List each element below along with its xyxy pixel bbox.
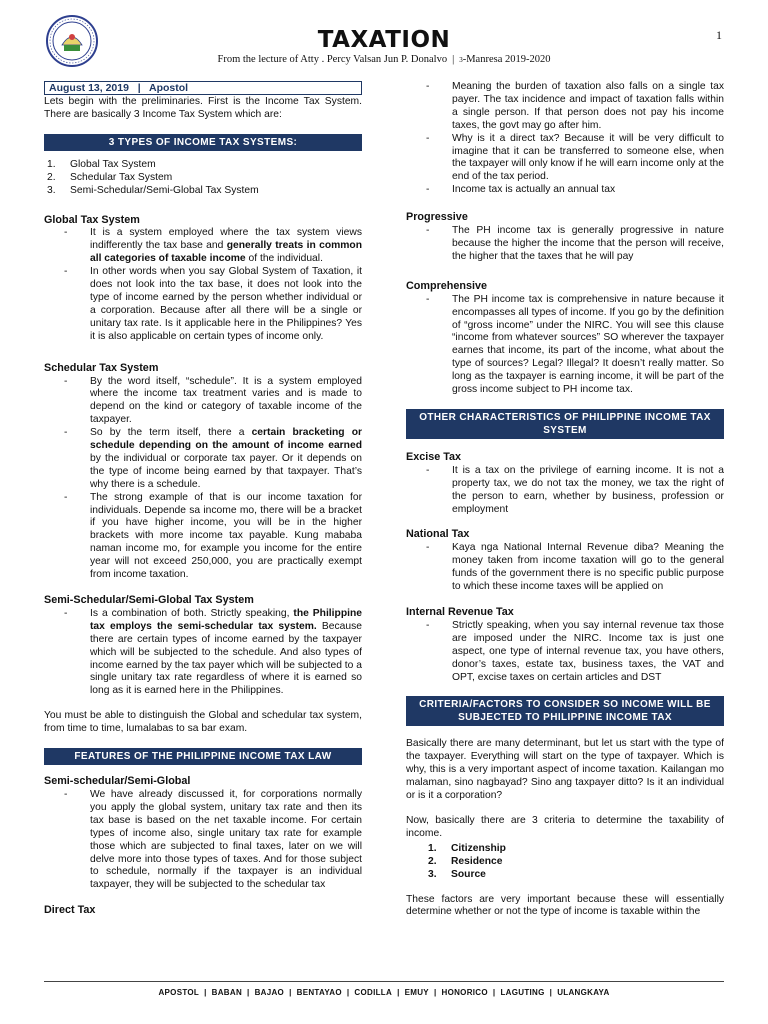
heading-internal-revenue: Internal Revenue Tax [406,606,514,618]
subtitle-divider: | [452,54,455,65]
section-banner-features: FEATURES OF THE PHILIPPINE INCOME TAX LAW [44,748,362,765]
list-item: - By the word itself, “schedule”. It is a system employed where the income tax treatment varies and is made to depend on the kind or category of taxable income of the taxpayer. [44,376,362,428]
criteria-paragraph-2: Now, basically there are 3 criteria to determine the taxability of income. [406,814,724,839]
list-item: 3. Source [428,868,486,880]
right-column [406,81,724,931]
distinguish-paragraph: You must be able to distinguish the Global and schedular tax system, from time to time, lumalabas to sa bar exam. [44,710,362,735]
footer-name: BENTAYAO [296,988,342,997]
list-item: - The PH income tax is comprehensive in nature because it encompasses all types of income. If you go by the definition of “gross income” under the NIRC. You will see this clause “income from whatever sources” SO wherever the taxpayer earnes that income, its part of the income, what about the type of sources? Legal? Illegal? It doesn’t really matter. So long as the taxpayer is earning income, it will be part of the gross income subject to PH income tax. [406,294,724,397]
list-item: - It is a system employed where the tax system views indifferently the tax base and generally treats in common all categories of taxable income of the individual. [44,227,362,266]
list-item: - The strong example of that is our income taxation for individuals. Depende sa income mo, there will be a bracket if you have higher income, you will be in the higher brackets with more income tax payable. Kung mababa naman income mo, for example you income for the entire year will not exceed 250,000, you are practically exempt from income taxation. [44,492,362,582]
list-item: - The PH income tax is generally progressive in nature because the higher the income that the person will receive, the higher that the taxes that he will pay [406,225,724,264]
list-item: - In other words when you say Global System of Taxation, it does not look into the tax base, it does not look into the type of income earned by the person whether individual or a corporation. Because after all there will be a single or unitary tax rate. Is it applicable here in the Philippines? Yes it is also applicable on certain types of income only. [44,266,362,343]
footer-names: APOSTOL | BABAN | BAJAO | BENTAYAO | CODILLA | EMUY | HONORICO | LAGUTING | ULANGKAYA [158,988,610,997]
list-item: - Income tax is actually an annual tax [406,184,724,197]
comprehensive-bullets [406,294,724,397]
list-item: 2. Schedular Tax System [47,171,173,183]
document-title: TAXATION [317,27,451,53]
heading-semi-schedular: Semi-schedular/Semi-Global [44,775,191,788]
heading-schedular: Schedular Tax System [44,361,159,374]
footer-name: HONORICO [441,988,488,997]
list-item: - Why is it a direct tax? Because it will be very difficult to imagine that it can be transferred to someone else, when the taxpayer will only know if he will earn income only at the end of the tax period. [406,133,724,185]
list-item: - Kaya nga National Internal Revenue diba? Meaning the money taken from income taxation will go to the general funds of the government there is no specific public purpose to which these income taxes will be applied on [406,542,724,594]
subtitle-year: -Manresa 2019-2020 [462,54,551,65]
progressive-bullets [406,225,724,264]
list-item: - So by the term itself, there a certain bracketing or schedule depending on the amount of income earned by the individual or corporate tax payer. Or it depends on the type of income being earned by that taxpayer. That’s why there is a schedule. [44,427,362,492]
features-bullets [44,789,362,892]
semi-bullets [44,608,362,698]
intro-paragraph: Lets begin with the preliminaries. First is the Income Tax System. There are basically 3 Income Tax System which are: [44,96,362,120]
subtitle-small-prefix: 3 [459,56,463,64]
heading-comprehensive: Comprehensive [406,279,488,292]
heading-global: Global Tax System [44,213,140,226]
lecture-attribution: From the lecture of Atty . Percy Valsan Jun P. Donalvo [217,54,448,65]
list-item: 1. Citizenship [428,842,506,854]
footer-name: BABAN [211,988,243,997]
global-bullets [44,227,362,343]
national-bullets [406,542,724,594]
heading-national: National Tax [406,528,470,541]
list-item: 1. Global Tax System [47,158,156,170]
section-banner-other-characteristics: OTHER CHARACTERISTICS OF PHILIPPINE INCOME TAX SYSTEM [406,409,724,439]
lecture-subtitle [0,54,768,65]
criteria-paragraph-1: Basically there are many determinant, but let us start with the type of the taxpayer. Everything will start on the type of taxpayer. Which is why, this is a very important aspect of income taxation. Kailangan mo malaman, sino nagbayad? Sino ang taxpayer ditto? Is it an individual or is it a corporation? [406,738,724,802]
footer-name: CODILLA [354,988,393,997]
footer-name: BAJAO [254,988,285,997]
list-item: - Strictly speaking, when you say internal revenue tax those are imposed under the NIRC. Income tax is just one aspect, one type of internal revenue tax, you have others, donor’s taxes, estate tax, business taxes, the VAT and OPT, excise taxes on certain articles and DST [406,620,724,685]
footer-name: ULANGKAYA [557,988,610,997]
types-list [44,159,362,198]
section-banner-types: 3 TYPES OF INCOME TAX SYSTEMS: [44,134,362,151]
footer-name: APOSTOL [158,988,200,997]
footer-name: EMUY [404,988,429,997]
list-item: - Meaning the burden of taxation also falls on a single tax payer. The tax incidence and impact of taxation falls within a single person. If that person does not pay his income taxes, the govt may go after him. [406,81,724,133]
page-number: 1 [716,28,722,42]
footer-name: LAGUTING [500,988,545,997]
internal-revenue-bullets [406,620,724,685]
heading-semi: Semi-Schedular/Semi-Global Tax System [44,594,254,606]
criteria-paragraph-3: These factors are very important because these will essentially determine whether or not the type of income is taxable within the [406,893,724,918]
list-item: - It is a tax on the privilege of earning income. It is not a property tax, we do not tax the money, we tax the right of the person to earn, whether by business, profession or employment [406,465,724,517]
heading-direct-tax: Direct Tax [44,904,96,917]
heading-excise: Excise Tax [406,450,462,463]
list-item: 2. Residence [428,855,503,867]
excise-bullets [406,465,724,517]
footer-divider [44,981,724,982]
list-item: - We have already discussed it, for corporations normally you apply the global system, unitary tax rate and then its tax base is based on the net taxable income. For certain types of income also, single unitary tax rate for example those which are subjected to final taxes, later on we will delve more into those types of taxes. And for those subject to schedule, normally if the taxpayer is an individual taxpayer, they will be subjected to the schedular tax [44,789,362,892]
criteria-list [406,843,724,882]
date-speaker-bar: August 13, 2019 | Apostol [44,81,362,95]
heading-progressive: Progressive [406,211,468,224]
left-column [44,81,362,918]
direct-bullets [406,81,724,197]
schedular-bullets [44,376,362,583]
list-item: 3. Semi-Schedular/Semi-Global Tax System [47,184,259,196]
section-banner-criteria: CRITERIA/FACTORS TO CONSIDER SO INCOME WILL BE SUBJECTED TO PHILIPPINE INCOME TAX [406,696,724,726]
list-item: - Is a combination of both. Strictly speaking, the Philippine tax employs the semi-schedular tax system. Because there are certain types of income earned by the taxpayer which will be subjected to the schedule. And also types of income earned by the tax payer which will be subjected to a single unitary tax rate regardless of where it is earned so long as it is earned here in the Philippines. [44,608,362,698]
